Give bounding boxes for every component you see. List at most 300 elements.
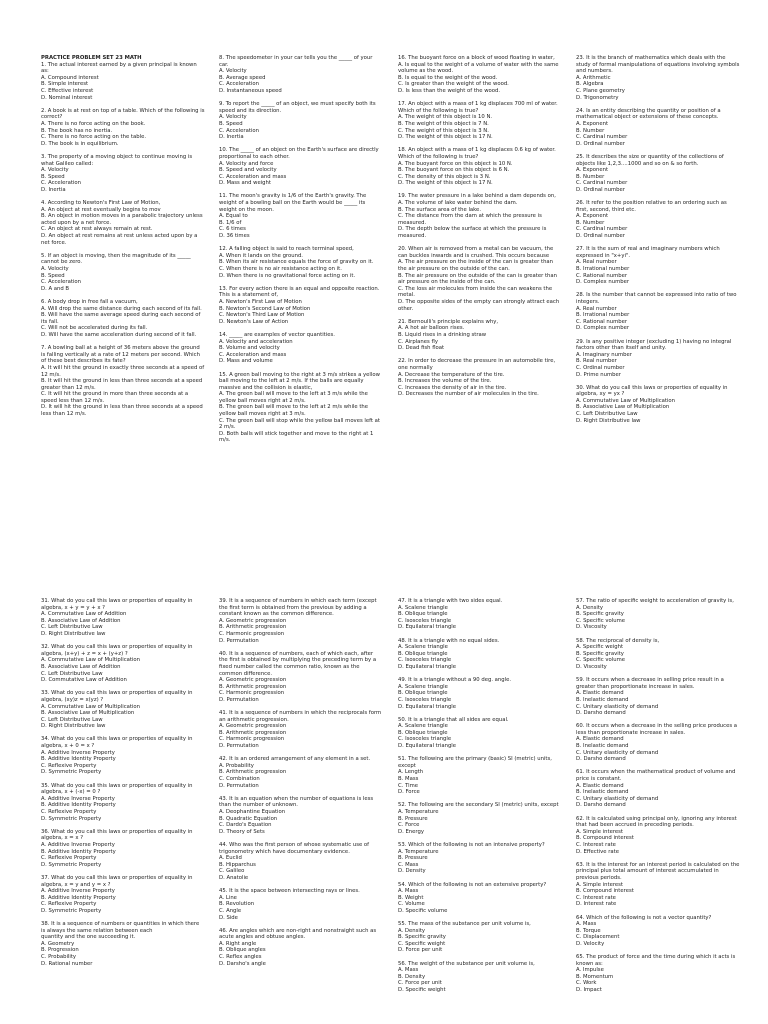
question-item bbox=[398, 717, 562, 750]
answer-option: C. Combination bbox=[219, 776, 260, 783]
answer-option: B. The air pressure on the outside of the can is greater than air pressure on the inside of the can. bbox=[398, 272, 557, 286]
answer-option: A. Mass bbox=[576, 921, 597, 928]
answer-option: B. Pressure bbox=[398, 855, 428, 862]
question-item bbox=[41, 875, 205, 915]
answer-option: C. An object at rest always remain at rest. bbox=[41, 226, 153, 233]
question-item bbox=[41, 62, 205, 102]
answer-option: B. Pressure bbox=[398, 815, 428, 822]
question-item bbox=[398, 756, 562, 796]
answer-option: A. Velocity and acceleration bbox=[219, 338, 293, 345]
question-text: 32. What do you call this laws or properties of equality in algebra, (x+y) + z = x + (y+z) ? bbox=[41, 644, 195, 657]
answer-option: A. Newton's First Law of Motion bbox=[219, 298, 302, 305]
question-item bbox=[398, 882, 562, 915]
answer-option: D. The weight of this object is 17 N. bbox=[398, 180, 493, 187]
answer-option: C. The green ball will stop while the yellow ball moves left at 2 m/s. bbox=[219, 417, 380, 431]
answer-option: C. Rational number bbox=[576, 318, 628, 325]
answer-option: B. Is equal to the weight of the wood. bbox=[398, 74, 498, 81]
answer-option: A. Velocity bbox=[41, 266, 69, 272]
question-item bbox=[219, 842, 383, 882]
answer-option: A. Scalene triangle bbox=[398, 604, 448, 611]
question-item bbox=[576, 638, 740, 671]
answer-option: A. Temperature bbox=[398, 848, 439, 855]
question-text: 43. It is an equation when the number of equations is less than the number of unknown. bbox=[219, 795, 375, 809]
answer-option: A. The air pressure on the inside of the can is greater than the air pressure on the outside of the can. bbox=[398, 259, 554, 272]
question-item bbox=[219, 710, 383, 750]
answer-option: D. Will have the same acceleration during second of it fall. bbox=[41, 331, 197, 338]
answer-option: A. Simple interest bbox=[576, 881, 623, 888]
answer-option: B. Number bbox=[576, 173, 605, 180]
answer-option: C. Ordinal number bbox=[576, 364, 625, 371]
answer-option: A. The volume of lake water behind the dam. bbox=[398, 200, 518, 207]
answer-option: D. Both balls will stick together and move to the right at 1 m/s. bbox=[219, 430, 374, 444]
answer-option: A. The buoyant force on this object is 10 N. bbox=[398, 160, 513, 167]
question-item bbox=[398, 638, 562, 671]
answer-option: B. Arithmetic progression bbox=[219, 769, 287, 776]
question-text: 44. Who was the first person of whose systematic use of trigonometry which have documentary evidence. bbox=[219, 841, 371, 855]
answer-option: A. An object at rest eventually begins to mov bbox=[41, 206, 161, 213]
column-1 bbox=[41, 55, 205, 424]
answer-option: D. Darsho demand bbox=[576, 756, 626, 763]
answer-option: A. Geometric progression bbox=[219, 677, 287, 684]
answer-option: D. Mass and volume bbox=[219, 358, 273, 365]
answer-option: C. Force bbox=[398, 822, 420, 829]
question-text: 27. It is the sum of real and imaginary numbers which expressed in "x+yi". bbox=[576, 246, 722, 259]
answer-option: B. When its air resistance equals the force of gravity on it. bbox=[219, 259, 374, 266]
answer-option: A. Commutative Law of Multiplication bbox=[576, 397, 676, 404]
answer-option: C. Harmonic progression bbox=[219, 690, 285, 697]
answer-option: D. Trigonometry bbox=[576, 94, 619, 101]
answer-option: C. Time bbox=[398, 782, 419, 789]
question-text: 47. It is a triangle with two sides equal. bbox=[398, 598, 503, 604]
answer-option: D. 36 times bbox=[219, 233, 250, 240]
answer-option: D. Symmetric Property bbox=[41, 907, 102, 914]
answer-option: C. The weight of this object is 3 N. bbox=[398, 127, 489, 134]
answer-option: C. It will hit the ground in more than three seconds at a speed less than 12 m/s. bbox=[41, 391, 189, 404]
answer-option: C. Cardinal number bbox=[576, 180, 628, 187]
question-text: 1. The actual interest earned by a given principal is known as: bbox=[41, 61, 199, 75]
answer-option: B. Specific gravity bbox=[576, 611, 624, 618]
answer-option: D. An object at rest remains at rest unless acted upon by a net force. bbox=[41, 233, 198, 246]
question-item bbox=[41, 783, 205, 823]
answer-option: C. Specific weight bbox=[398, 940, 446, 947]
answer-option: A. Additive Inverse Property bbox=[41, 749, 115, 756]
answer-option: C. Left Distributive Law bbox=[41, 670, 103, 677]
answer-option: A. Decrease the temperature of the tire. bbox=[398, 371, 505, 378]
question-text: 18. An object with a mass of 1 kg displaces 0.6 kg of water. Which of the following is true? bbox=[398, 147, 558, 160]
answer-option: A. Real number bbox=[576, 259, 617, 266]
answer-option: D. Permutation bbox=[219, 743, 259, 750]
question-item bbox=[398, 147, 562, 187]
answer-option: D. Viscosity bbox=[576, 624, 607, 631]
answer-option: C. Left Distributive Law bbox=[41, 624, 103, 631]
answer-option: B. Inelastic demand bbox=[576, 743, 629, 750]
answer-option: A. Exponent bbox=[576, 213, 609, 220]
question-text: 20. When air is removed from a metal can be vacuum, the can buckles inwards and is crushed. This occurs because bbox=[398, 246, 555, 259]
question-item bbox=[219, 756, 383, 789]
question-text: 49. It is a triangle without a 90 deg. angle. bbox=[398, 677, 512, 684]
answer-option: A. Scalene triangle bbox=[398, 644, 448, 651]
question-text: 13. For every action there is an equal and opposite reaction. This is a statement of, bbox=[219, 285, 382, 299]
answer-option: A. The green ball will move to the left at 3 m/s while the yellow ball moves right at 2 m/s. bbox=[219, 391, 368, 404]
question-item bbox=[576, 862, 740, 908]
question-text: 39. It is a sequence of numbers in which each term (except the first term is obtained from the previous by adding a constant known as the common difference. bbox=[219, 598, 379, 618]
question-text: 45. It is the space between intersecting rays or lines. bbox=[219, 888, 360, 895]
answer-option: B. Arithmetic progression bbox=[219, 729, 287, 736]
answer-option: C. Displacement bbox=[576, 934, 620, 941]
question-item bbox=[41, 200, 205, 246]
question-text: 35. What do you call this laws or properties of equality in algebra, x + (-x) = 0 ? bbox=[41, 782, 195, 796]
answer-option: D. It will hit the ground in less than three seconds at a speed less than 12 m/s. bbox=[41, 404, 203, 418]
answer-option: B. Volume and velocity bbox=[219, 345, 280, 352]
answer-option: D. Anatolie bbox=[219, 874, 249, 881]
answer-option: D. Force bbox=[398, 789, 420, 796]
answer-option: A. Arithmetic bbox=[576, 74, 611, 81]
answer-option: B. Progression bbox=[41, 947, 79, 954]
question-text: 14. _____ are examples of vector quantities. bbox=[219, 331, 335, 338]
question-text: 55. The mass of the substance per unit volume is, bbox=[398, 921, 531, 928]
answer-option: D. Is less than the weight of the wood. bbox=[398, 87, 501, 94]
question-item bbox=[219, 193, 383, 239]
question-item bbox=[219, 286, 383, 326]
answer-option: B. Will have the same average speed during each second of its fall. bbox=[41, 312, 201, 325]
answer-option: B. Number bbox=[576, 219, 605, 226]
question-item bbox=[398, 802, 562, 835]
question-text: 17. An object with a mass of 1 kg displaces 700 ml of water. Which of the following is true? bbox=[398, 101, 560, 114]
answer-option: C. When there is no air resistance acting on it. bbox=[219, 266, 342, 272]
question-text: 25. It describes the size or quantity of the collections of objects like 1,2,3....1000 and so on & so forth. bbox=[576, 153, 726, 167]
answer-option: A. Impulse bbox=[576, 967, 604, 974]
question-text: 29. Is any positive integer (excluding 1) having no integral factors other than itself and unity. bbox=[576, 338, 734, 352]
answer-option: D. Prime number bbox=[576, 371, 621, 378]
answer-option: A. Will drop the same distance during each second of its fall. bbox=[41, 305, 202, 312]
answer-option: D. Right Distributive law bbox=[41, 723, 106, 730]
question-item bbox=[41, 154, 205, 194]
answer-option: C. Acceleration and mass bbox=[219, 351, 287, 358]
answer-option: D. The book is in equilibrium. bbox=[41, 140, 119, 147]
column-3 bbox=[398, 55, 562, 404]
answer-option: D. Symmetric Property bbox=[41, 815, 102, 822]
answer-option: B. Associative Law of Multiplication bbox=[41, 710, 135, 717]
answer-option: D. Impact bbox=[576, 987, 602, 994]
answer-option: D. Side bbox=[219, 914, 238, 921]
answer-option: D. The depth below the surface at which the pressure is measured. bbox=[398, 226, 547, 240]
question-text: 21. Bernoulli's principle explains why, bbox=[398, 318, 499, 325]
question-text: 59. It occurs when a decrease in selling price result in a greater than proportionate increase in sales. bbox=[576, 677, 726, 690]
question-item bbox=[41, 598, 205, 638]
answer-option: C. Harmonic progression bbox=[219, 736, 285, 743]
answer-option: D. Permutation bbox=[219, 696, 259, 703]
answer-option: D. Symmetric Property bbox=[41, 861, 102, 868]
answer-option: C. Force per unit bbox=[398, 980, 442, 987]
answer-option: A. Elastic demand bbox=[576, 736, 624, 743]
answer-option: B. Speed and velocity bbox=[219, 167, 277, 174]
answer-option: C. Acceleration and mass bbox=[219, 173, 287, 180]
answer-option: B. Real number bbox=[576, 358, 617, 365]
answer-option: A. Exponent bbox=[576, 120, 609, 127]
question-item bbox=[576, 55, 740, 101]
question-text: 37. What do you call this laws or properties of equality in algebra, x = y and y = x ? bbox=[41, 874, 195, 888]
answer-option: D. Permutation bbox=[219, 637, 259, 644]
answer-option: A. Simple interest bbox=[576, 828, 623, 835]
answer-option: D. Newton's Law of Action bbox=[219, 318, 289, 325]
question-item bbox=[576, 108, 740, 148]
answer-option: B. Weight bbox=[398, 894, 424, 901]
answer-option: A. Euclid bbox=[219, 855, 242, 862]
answer-option: D. Energy bbox=[398, 828, 424, 835]
answer-option: C. Acceleration bbox=[41, 279, 81, 286]
answer-option: B. Momentum bbox=[576, 973, 614, 980]
question-text: 56. The weight of the substance per unit volume is, bbox=[398, 960, 535, 967]
answer-option: C. Cardinal number bbox=[576, 134, 628, 141]
answer-option: B. Oblique triangle bbox=[398, 690, 448, 697]
answer-option: D. Right Distributive law bbox=[576, 417, 641, 424]
question-item bbox=[41, 921, 205, 967]
question-text: 38. It is a sequence of numbers or quantities in which there is always the same relation between each quantity and the one succeeding it. bbox=[41, 921, 200, 941]
answer-option: C. Cardinal number bbox=[576, 226, 628, 233]
question-text: 52. The following are the secondary SI (metric) units, except bbox=[398, 802, 559, 809]
answer-option: D. Permutation bbox=[219, 782, 259, 789]
answer-option: D. Interest rate bbox=[576, 901, 617, 908]
answer-option: A. Real number bbox=[576, 305, 617, 312]
question-text: 33. What do you call this laws or properties of equality in algebra, (xy)z = x(yz) ? bbox=[41, 690, 195, 703]
question-text: 6. A body drop in free fall a vacuum, bbox=[41, 298, 138, 305]
question-text: 64. Which of the following is not a vector quantity? bbox=[576, 914, 712, 921]
answer-option: C. Effective interest bbox=[41, 87, 94, 94]
answer-option: D. Specific volume bbox=[398, 907, 448, 914]
answer-option: A. Velocity bbox=[41, 167, 69, 174]
answer-option: D. Specific weight bbox=[398, 987, 446, 994]
question-text: 65. The product of force and the time during which it acts is known as: bbox=[576, 954, 737, 967]
question-item bbox=[41, 299, 205, 339]
answer-option: A. A hot air balloon rises. bbox=[398, 325, 465, 332]
question-text: 51. The following are the primary (basic) SI (metric) units, except bbox=[398, 756, 554, 769]
upper-page bbox=[0, 55, 768, 525]
question-item bbox=[576, 598, 740, 631]
answer-option: D. Equilateral triangle bbox=[398, 624, 457, 631]
question-text: 22. In order to decrease the pressure in an automobile tire, one normally bbox=[398, 358, 557, 371]
question-item bbox=[398, 246, 562, 312]
answer-option: C. Unitary elasticity of demand bbox=[576, 795, 659, 802]
answer-option: A. Additive Inverse Property bbox=[41, 888, 115, 895]
question-item bbox=[576, 954, 740, 994]
answer-option: A. Probability bbox=[219, 762, 254, 769]
question-item bbox=[576, 339, 740, 379]
question-item bbox=[398, 677, 562, 710]
question-text: 30. What do you call this laws or properties of equality in algebra, xy = yx ? bbox=[576, 384, 730, 398]
answer-option: A. Right angle bbox=[219, 940, 257, 947]
answer-option: A. It will hit the ground in exactly three seconds at a speed of 12 m/s. bbox=[41, 364, 205, 378]
answer-option: B. Oblique triangle bbox=[398, 729, 448, 736]
answer-option: C. Rational number bbox=[576, 272, 628, 279]
question-text: 8. The speedometer in your car tells you the _____ of your car. bbox=[219, 55, 375, 68]
answer-option: A. The weight of this object is 10 N. bbox=[398, 114, 493, 121]
answer-option: C. Unitary elasticity of demand bbox=[576, 703, 659, 710]
answer-option: C. Acceleration bbox=[219, 81, 259, 88]
answer-option: C. There is no force acting on the table. bbox=[41, 134, 147, 141]
answer-option: B. Average speed bbox=[219, 74, 266, 81]
question-text: 15. A green ball moving to the right at 3 m/s strikes a yellow ball moving to the left at 2 m/s. If the balls are equally massive and the collision is elastic, bbox=[219, 371, 382, 391]
answer-option: C. Reflexive Property bbox=[41, 855, 97, 862]
answer-option: B. Compound interest bbox=[576, 835, 634, 842]
question-item bbox=[576, 292, 740, 332]
question-item bbox=[576, 154, 740, 194]
answer-option: A. Geometric progression bbox=[219, 723, 287, 730]
column-4 bbox=[576, 55, 740, 431]
answer-option: A. When it lands on the ground. bbox=[219, 252, 303, 259]
question-text: 5. If an object is moving, then the magnitude of its _____ cannot be zero. bbox=[41, 252, 193, 266]
question-item bbox=[219, 598, 383, 644]
answer-option: B. The surface area of the lake. bbox=[398, 206, 481, 213]
answer-option: D. Ordinal number bbox=[576, 140, 625, 147]
answer-option: C. Increases the density of air in the tire. bbox=[398, 384, 507, 391]
answer-option: B. Irrational number bbox=[576, 266, 630, 272]
answer-option: A. Equal to bbox=[219, 213, 248, 220]
answer-option: A. Commutative Law of Multiplication bbox=[41, 703, 141, 710]
answer-option: B. Revolution bbox=[219, 901, 255, 908]
question-text: 23. It is the branch of mathematics which deals with the study of formal manipulations of equations involving symbols and numbers. bbox=[576, 55, 742, 75]
answer-option: B. The buoyant force on this object is 6 N. bbox=[398, 167, 510, 174]
question-item bbox=[576, 200, 740, 240]
question-item bbox=[41, 345, 205, 418]
question-text: 50. It is a triangle that all sides are equal. bbox=[398, 716, 509, 723]
question-text: 26. It refer to the position relative to an ordering such as first, second, third etc. bbox=[576, 200, 729, 213]
answer-option: D. Darsho demand bbox=[576, 802, 626, 809]
answer-option: B. Quadratic Equation bbox=[219, 815, 278, 822]
answer-option: D. Inertia bbox=[219, 134, 244, 141]
question-item bbox=[576, 769, 740, 809]
answer-option: C. Interest rate bbox=[576, 841, 616, 848]
lower-page bbox=[0, 598, 768, 1024]
question-text: 63. It is the interest for an interest period is calculated on the principal plus total amount of interest accumulated in previous periods. bbox=[576, 861, 742, 881]
answer-option: C. Will not be accelerated during its fall. bbox=[41, 325, 148, 332]
answer-option: C. Reflexive Property bbox=[41, 901, 97, 908]
question-item bbox=[219, 332, 383, 365]
answer-option: D. Right Distributive law bbox=[41, 630, 106, 637]
question-item bbox=[398, 598, 562, 631]
answer-option: C. Specific volume bbox=[576, 657, 625, 664]
question-text: 53. Which of the following is not an intensive property? bbox=[398, 841, 545, 848]
column-5 bbox=[41, 598, 205, 974]
question-item bbox=[576, 677, 740, 717]
answer-option: C. The distance from the dam at which the pressure is measured. bbox=[398, 213, 542, 226]
question-item bbox=[398, 193, 562, 239]
answer-option: C. Mass bbox=[398, 861, 419, 868]
answer-option: C. Left Distributive Law bbox=[41, 716, 103, 723]
answer-option: D. Complex number bbox=[576, 279, 630, 286]
question-item bbox=[576, 816, 740, 856]
answer-option: B. An object in motion moves in a parabolic trajectory unless acted upon by a net force. bbox=[41, 213, 203, 226]
answer-option: C. 6 times bbox=[219, 226, 246, 233]
answer-option: C. Interest rate bbox=[576, 894, 616, 901]
answer-option: A. Exponent bbox=[576, 167, 609, 174]
answer-option: B. Specific gravity bbox=[576, 650, 624, 657]
answer-option: D. Theory of Sets bbox=[219, 828, 265, 835]
answer-option: D. Darsho demand bbox=[576, 710, 626, 717]
answer-option: C. Reflex angles bbox=[219, 954, 262, 961]
answer-option: D. The weight of this object is 17 N. bbox=[398, 134, 493, 141]
question-item bbox=[398, 358, 562, 398]
answer-option: C. Work bbox=[576, 980, 597, 987]
answer-option: B. The book has no inertia. bbox=[41, 127, 113, 134]
column-8 bbox=[576, 598, 740, 1000]
answer-option: B. Number bbox=[576, 127, 605, 134]
answer-option: A. Imaginary number bbox=[576, 351, 632, 358]
question-text: 54. Which of the following is not an extensive property? bbox=[398, 881, 547, 888]
question-item bbox=[219, 55, 383, 95]
question-text: 34. What do you call this laws or properties of equality in algebra, x + 0 = x ? bbox=[41, 736, 195, 750]
question-text: 4. According to Newton's First Law of Motion, bbox=[41, 200, 161, 207]
answer-option: A. Geometry bbox=[41, 940, 75, 947]
answer-option: B. Mass bbox=[398, 776, 419, 783]
answer-option: B. Specific gravity bbox=[398, 934, 446, 941]
answer-option: D. Density bbox=[398, 868, 426, 875]
question-text: 58. The reciprocal of density is, bbox=[576, 637, 660, 644]
answer-option: C. Is greater than the weight of the wood. bbox=[398, 81, 509, 88]
answer-option: D. Inertia bbox=[41, 186, 66, 193]
question-item bbox=[219, 928, 383, 968]
answer-option: C. The density of this object is 3 N. bbox=[398, 173, 491, 180]
answer-option: D. Velocity bbox=[576, 940, 605, 947]
answer-option: B. It will hit the ground in less than three seconds at a speed greater than 12 m/s. bbox=[41, 378, 203, 391]
answer-option: D. A and B bbox=[41, 285, 70, 292]
answer-option: D. Viscosity bbox=[576, 663, 607, 670]
answer-option: B. Additive Identity Property bbox=[41, 756, 116, 763]
answer-option: C. Isosceles triangle bbox=[398, 617, 452, 624]
question-item bbox=[576, 385, 740, 425]
answer-option: A. Is equal to the weight of a volume of water with the same volume as the wood. bbox=[398, 61, 559, 75]
question-item bbox=[398, 55, 562, 95]
question-text: 2. A book is at rest on top of a table. Which of the following is correct? bbox=[41, 107, 207, 121]
answer-option: C. Probability bbox=[41, 954, 77, 961]
answer-option: C. Dardo's Equation bbox=[219, 822, 272, 829]
question-text: 31. What do you call this laws or properties of equality in algebra, x + y = y + x ? bbox=[41, 598, 195, 611]
answer-option: B. Arithmetic progression bbox=[219, 624, 287, 631]
answer-option: A. Scalene triangle bbox=[398, 683, 448, 690]
answer-option: A. Additive Inverse Property bbox=[41, 841, 115, 848]
answer-option: D. Nominal interest bbox=[41, 94, 93, 101]
answer-option: C. Plane geometry bbox=[576, 87, 625, 94]
question-text: 24. Is an entity describing the quantity or position of a mathematical object or extensions of these concepts. bbox=[576, 107, 723, 121]
answer-option: B. Associative Law of Addition bbox=[41, 663, 121, 670]
answer-option: A. Commutative Law of Multiplication bbox=[41, 657, 141, 664]
answer-option: B. Simple interest bbox=[41, 81, 89, 88]
question-text: 62. It is calculated using principal only, ignoring any interest that had been accrued in preceding periods. bbox=[576, 815, 739, 829]
answer-option: B. Inelastic demand bbox=[576, 789, 629, 796]
answer-option: B. Increases the volume of the tire. bbox=[398, 378, 492, 385]
answer-option: B. Speed bbox=[41, 272, 65, 279]
answer-option: C. Galileo bbox=[219, 868, 245, 875]
answer-option: C. The loss air molecules from inside the can weakens the metal. bbox=[398, 285, 553, 299]
answer-option: A. There is no force acting on the book. bbox=[41, 120, 146, 127]
answer-option: B. Torque bbox=[576, 927, 601, 934]
question-text: 3. The property of a moving object to continue moving is what Galileo called: bbox=[41, 153, 194, 167]
column-2 bbox=[219, 55, 383, 451]
answer-option: D. Equilateral triangle bbox=[398, 743, 457, 750]
question-item bbox=[219, 147, 383, 187]
answer-option: A. Density bbox=[576, 604, 604, 611]
answer-option: B. Arithmetic progression bbox=[219, 683, 287, 690]
answer-option: C. Reflexive Property bbox=[41, 809, 97, 815]
question-item bbox=[41, 253, 205, 293]
answer-option: D. The opposite sides of the empty can strongly attract each other. bbox=[398, 298, 560, 312]
answer-option: A. Additive Inverse Property bbox=[41, 795, 115, 802]
answer-option: B. Additive Identity Property bbox=[41, 894, 116, 901]
question-item bbox=[219, 888, 383, 921]
question-item bbox=[398, 921, 562, 954]
question-item bbox=[219, 651, 383, 704]
answer-option: D. Symmetric Property bbox=[41, 769, 102, 776]
question-item bbox=[576, 723, 740, 763]
